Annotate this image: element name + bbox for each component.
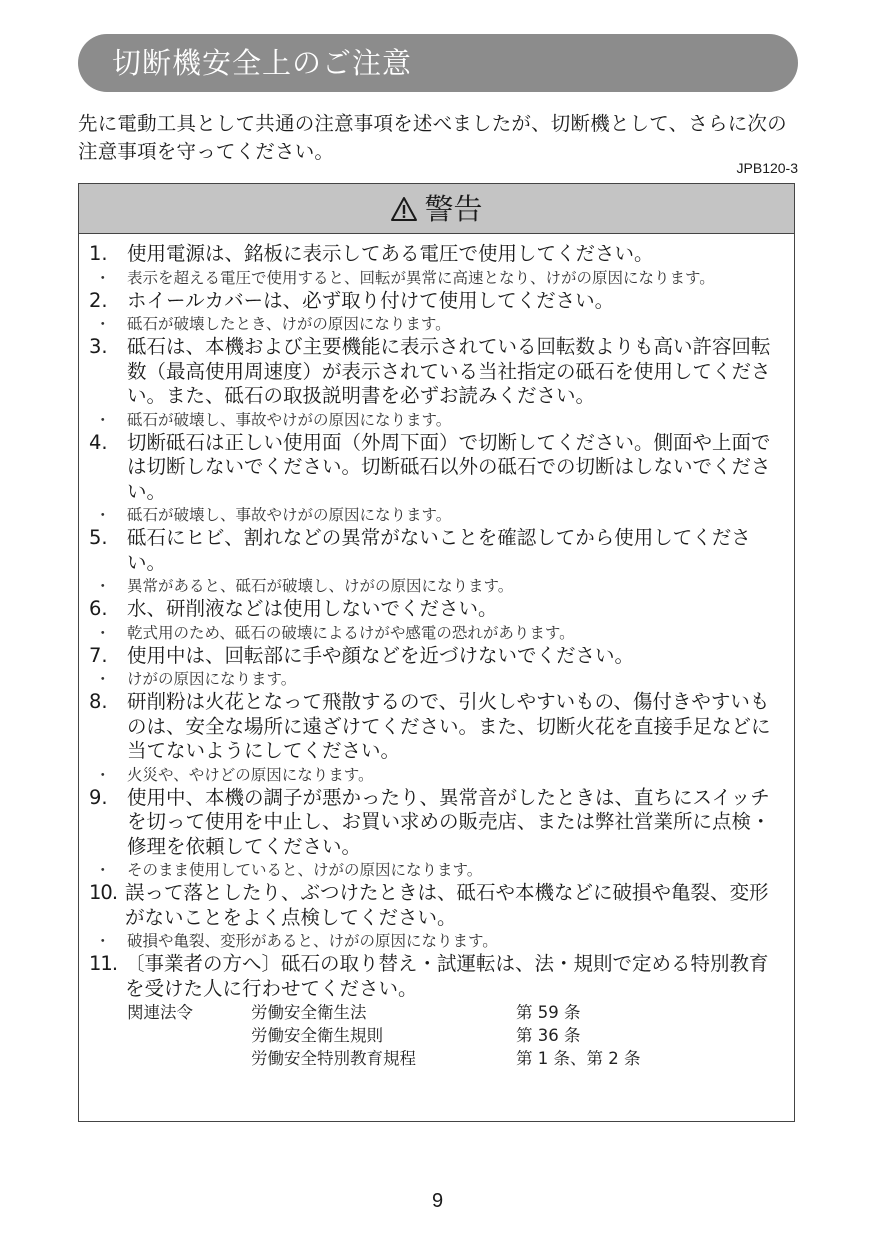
warning-item-text: 水、研削液などは使用しないでください。 — [127, 597, 498, 620]
warning-item-text: 使用中、本機の調子が悪かったり、異常音がしたときは、直ちにスイッチを切って使用を中止し、お買い求めの販売店、または弊社営業所に点検・修理を依頼してください。 — [127, 785, 771, 858]
warning-item-note-text: 破損や亀裂、変形があると、けがの原因になります。 — [127, 932, 498, 950]
warning-item-text: 誤って落としたり、ぶつけたときは、砥石や本機などに破損や亀裂、変形がないことをよく点検してください。 — [125, 881, 769, 929]
warning-item — [89, 786, 784, 860]
warning-item-note-text: 表示を超える電圧で使用すると、回転が異常に高速となり、けがの原因になります。 — [127, 268, 715, 287]
warning-item-note — [89, 622, 784, 644]
warning-item-number: 8. — [89, 690, 108, 713]
warning-item-text: ホイールカバーは、必ず取り付けて使用してください。 — [127, 288, 615, 312]
law-article: 第 59 条 — [516, 1003, 581, 1022]
note-bullet: ・ — [95, 410, 111, 429]
warning-title: 警告 — [424, 191, 483, 226]
warning-header — [79, 184, 794, 234]
warning-item — [89, 431, 784, 505]
intro-paragraph: 先に電動工具として共通の注意事項を述べましたが、切断機として、さらに次の注意事項を守ってください。 — [78, 112, 787, 163]
warning-item-note — [89, 668, 784, 690]
law-article: 第 36 条 — [516, 1026, 581, 1045]
note-bullet: ・ — [95, 268, 111, 287]
warning-item-note-text: 砥石が破壊し、事故やけがの原因になります。 — [127, 506, 452, 524]
warning-item-note-text: そのまま使用していると、けがの原因になります。 — [127, 861, 483, 879]
note-bullet: ・ — [95, 861, 111, 879]
note-bullet: ・ — [95, 506, 111, 524]
warning-item-text: 使用電源は、銘板に表示してある電圧で使用してください。 — [127, 242, 654, 265]
law-label — [89, 1024, 251, 1047]
warning-item-note-text: けがの原因になります。 — [127, 670, 297, 688]
warning-item-note — [89, 267, 784, 289]
page-title: 切断機安全上のご注意 — [112, 46, 413, 80]
warning-item-note — [89, 930, 784, 952]
warning-item — [89, 881, 784, 930]
note-bullet: ・ — [95, 577, 111, 595]
warning-item-number: 4. — [89, 430, 108, 454]
warning-item — [89, 335, 784, 409]
warning-item-note-text: 砥石が破壊し、事故やけがの原因になります。 — [127, 410, 452, 429]
law-label: 関連法令 — [127, 1003, 193, 1022]
note-bullet: ・ — [95, 670, 111, 688]
warning-item-note — [89, 504, 784, 526]
page-number: 9 — [431, 1190, 444, 1212]
warning-item-note — [89, 313, 784, 335]
warning-box — [78, 183, 795, 1122]
law-label — [89, 1047, 251, 1070]
warning-item-note — [89, 764, 784, 786]
warning-item-number: 5. — [89, 526, 108, 549]
warning-triangle-icon — [390, 196, 418, 222]
warning-item-text: 砥石は、本機および主要機能に表示されている回転数よりも高い許容回転数（最高使用周速度）が表示されている当社指定の砥石を使用してください。また、砥石の取扱説明書を必ずお読みください。 — [127, 335, 771, 407]
warning-item — [89, 526, 784, 575]
law-row — [89, 1047, 784, 1070]
law-article: 第 1 条、第 2 条 — [516, 1049, 641, 1068]
warning-item-number: 2. — [89, 288, 108, 312]
warning-item-number: 3. — [89, 335, 108, 358]
warning-item-number: 9. — [89, 785, 108, 809]
warning-item — [89, 242, 784, 267]
warning-item-text: 使用中は、回転部に手や顔などを近づけないでください。 — [127, 643, 635, 667]
note-bullet: ・ — [95, 623, 111, 642]
document-code: JPB120-3 — [736, 160, 798, 176]
warning-item-note — [89, 575, 784, 597]
law-name: 労働安全特別教育規程 — [251, 1049, 416, 1068]
warning-item-number: 6. — [89, 597, 108, 620]
warning-item-note — [89, 409, 784, 431]
note-bullet: ・ — [95, 932, 111, 950]
section-title-bar — [78, 34, 798, 92]
warning-item — [89, 289, 784, 314]
warning-item-text: 砥石にヒビ、割れなどの異常がないことを確認してから使用してください。 — [127, 526, 751, 574]
warning-item-text: 切断砥石は正しい使用面（外周下面）で切断してください。側面や上面では切断しないでください。切断砥石以外の砥石での切断はしないでください。 — [127, 430, 771, 503]
warning-item-number: 10. — [89, 881, 118, 904]
warning-item-note-text: 砥石が破壊したとき、けがの原因になります。 — [127, 315, 451, 333]
law-name: 労働安全衛生法 — [251, 1003, 367, 1022]
warning-item — [89, 597, 784, 622]
note-bullet: ・ — [95, 315, 111, 333]
law-row — [89, 1024, 784, 1047]
law-row — [89, 1001, 784, 1024]
warning-item-note — [89, 859, 784, 881]
warning-item-note-text: 異常があると、砥石が破壊し、けがの原因になります。 — [127, 577, 514, 595]
warning-item-note-text: 火災や、やけどの原因になります。 — [127, 765, 374, 784]
warning-item-number: 7. — [89, 643, 108, 667]
warning-list — [89, 242, 784, 1070]
warning-item — [89, 952, 784, 1001]
law-name: 労働安全衛生規則 — [251, 1026, 383, 1045]
warning-item — [89, 644, 784, 669]
warning-item-number: 11. — [89, 952, 118, 975]
warning-item-text: 研削粉は火花となって飛散するので、引火しやすいもの、傷付きやすいものは、安全な場所に遠ざけてください。また、切断火花を直接手足などに当てないようにしてください。 — [127, 690, 771, 762]
warning-item-note-text: 乾式用のため、砥石の破壊によるけがや感電の恐れがあります。 — [127, 623, 575, 642]
warning-item-number: 1. — [89, 242, 108, 265]
warning-item-text: 〔事業者の方へ〕砥石の取り替え・試運転は、法・規則で定める特別教育を受けた人に行わせてください。 — [125, 952, 769, 1000]
warning-item — [89, 690, 784, 764]
note-bullet: ・ — [95, 765, 111, 784]
